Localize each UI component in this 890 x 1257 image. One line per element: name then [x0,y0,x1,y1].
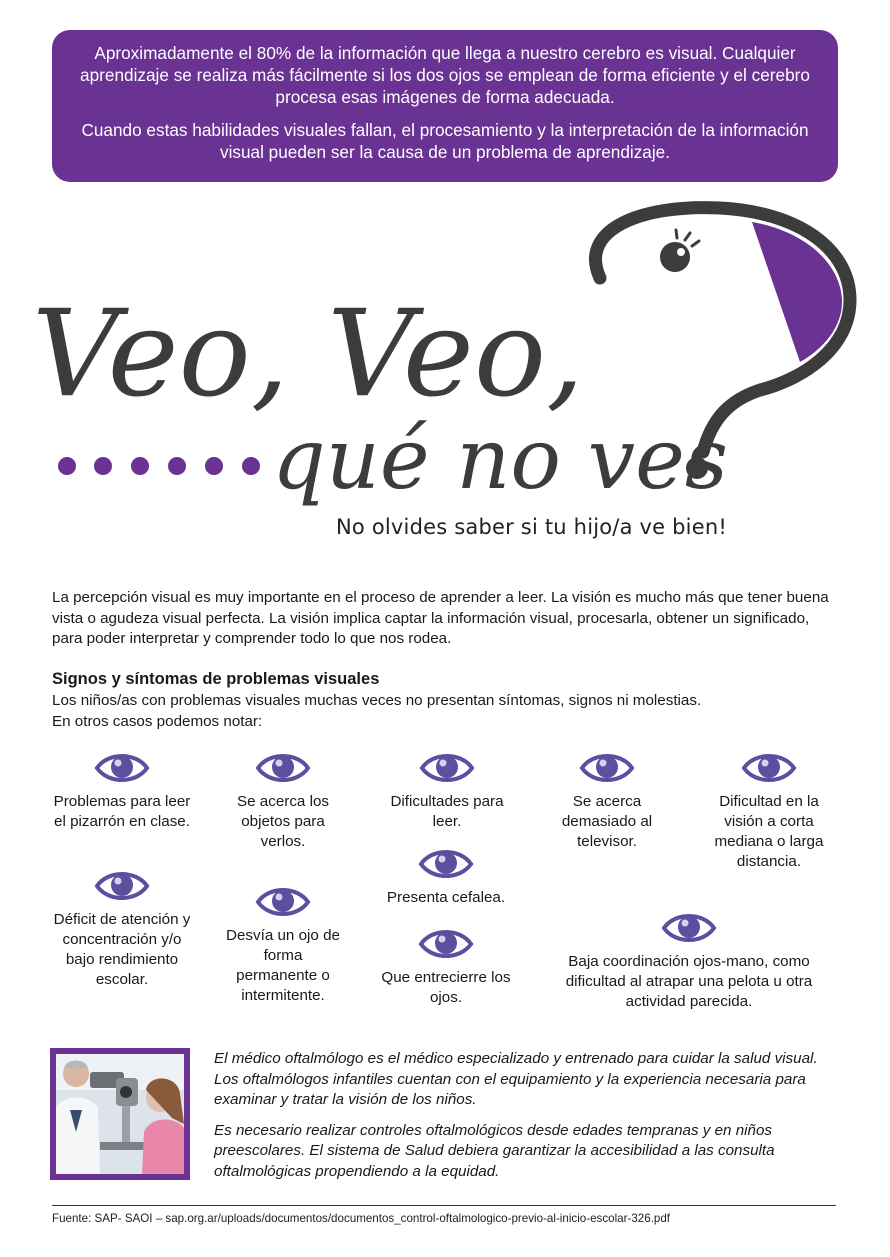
symptom-text: Presenta cefalea. [386,889,506,906]
small-eye-icon [660,242,690,272]
eye-icon [741,750,797,786]
symptom-item [388,750,506,832]
eye-icon [94,868,150,904]
symptom-text: Se acerca los objetos para verlos. [236,793,329,850]
signs-heading: Signos y síntomas de problemas visuales [52,670,380,688]
symptom-item [380,926,512,1008]
intro-banner [52,30,838,182]
symptom-item [50,868,194,990]
symptom-text: Baja coordinación ojos-mano, como dificultad al atrapar una pelota u otra actividad parecida. [565,953,813,1010]
closing-paragraph-2: Es necesario realizar controles oftalmológicos desde edades tempranas y en niños preescolares. El sistema de Salud debiera garantizar la accesibilidad a las consulta oftalmológicas propendiendo a la equidad. [214,1121,775,1180]
symptom-item [222,750,344,852]
symptom-text: Déficit de atención y concentración y/o bajo rendimiento escolar. [53,911,191,988]
symptom-item [706,750,832,872]
symptom-text: Dificultades para leer. [390,793,504,830]
eye-icon [94,750,150,786]
intro-paragraph: La percepción visual es muy importante en el proceso de aprender a leer. La visión es mucho más que tener buena vista o agudeza visual perfecta. La visión implica captar la información visual, procesarla, obtener un significado, para poder interpretar y comprender todo lo que nos rodea. [52,589,829,647]
symptom-item [52,750,192,832]
banner-paragraph-2: Cuando estas habilidades visuales fallan, el procesamiento y la interpretación de la información visual pueden ser la causa de un problema de aprendizaje. [81,120,809,162]
symptom-text: Se acerca demasiado al televisor. [561,793,653,850]
signs-intro [52,691,842,732]
symptom-text: Dificultad en la visión a corta mediana o larga distancia. [714,793,824,870]
eye-icon [418,846,474,882]
symptom-item [548,910,830,1012]
signs-intro-line-1: Los niños/as con problemas visuales muchas veces no presentan síntomas, signos ni molestias. [52,692,702,709]
hero-subtitle: No olvides saber si tu hijo/a ve bien! [336,515,727,539]
dotted-leader [58,457,260,475]
ophthalmologist-photo [50,1048,190,1180]
symptom-text: Desvía un ojo de forma permanente o intermitente. [226,927,340,1004]
hero-line-2: qué no ves [272,410,728,508]
closing-paragraph-1: El médico oftalmólogo es el médico especializado y entrenado para cuidar la salud visual. Los oftalmólogos infantiles cuentan con el equipamiento y la experiencia necesaria para examinar y tratar la visión de los niños. [214,1050,818,1108]
eye-icon [419,750,475,786]
symptom-text: Problemas para leer el pizarrón en clase. [53,793,191,830]
eye-icon [579,750,635,786]
eye-icon [255,884,311,920]
symptom-item [370,846,522,908]
eye-icon [661,910,717,946]
footer-divider [52,1205,836,1206]
symptom-item [548,750,666,852]
eye-icon [418,926,474,962]
source-citation: Fuente: SAP- SAOI – sap.org.ar/uploads/documentos/documentos_control-oftalmologico-previo-al-inicio-escolar-326.pdf [52,1212,671,1225]
eye-icon [255,750,311,786]
symptom-text: Que entrecierre los ojos. [381,969,511,1006]
hero-graphic [0,190,890,570]
banner-paragraph-1: Aproximadamente el 80% de la información que llega a nuestro cerebro es visual. Cualquier aprendizaje se realiza más fácilmente si los dos ojos se emplean de forma eficiente y el cerebro procesa esas imágenes de forma adecuada. [80,43,810,107]
hero-title-area [0,190,890,570]
hero-line-1: Veo, Veo, [32,285,585,424]
photo-illustration [56,1054,184,1174]
signs-intro-line-2: En otros casos podemos notar: [52,712,263,730]
symptom-item [222,884,344,1006]
closing-text [214,1049,844,1182]
